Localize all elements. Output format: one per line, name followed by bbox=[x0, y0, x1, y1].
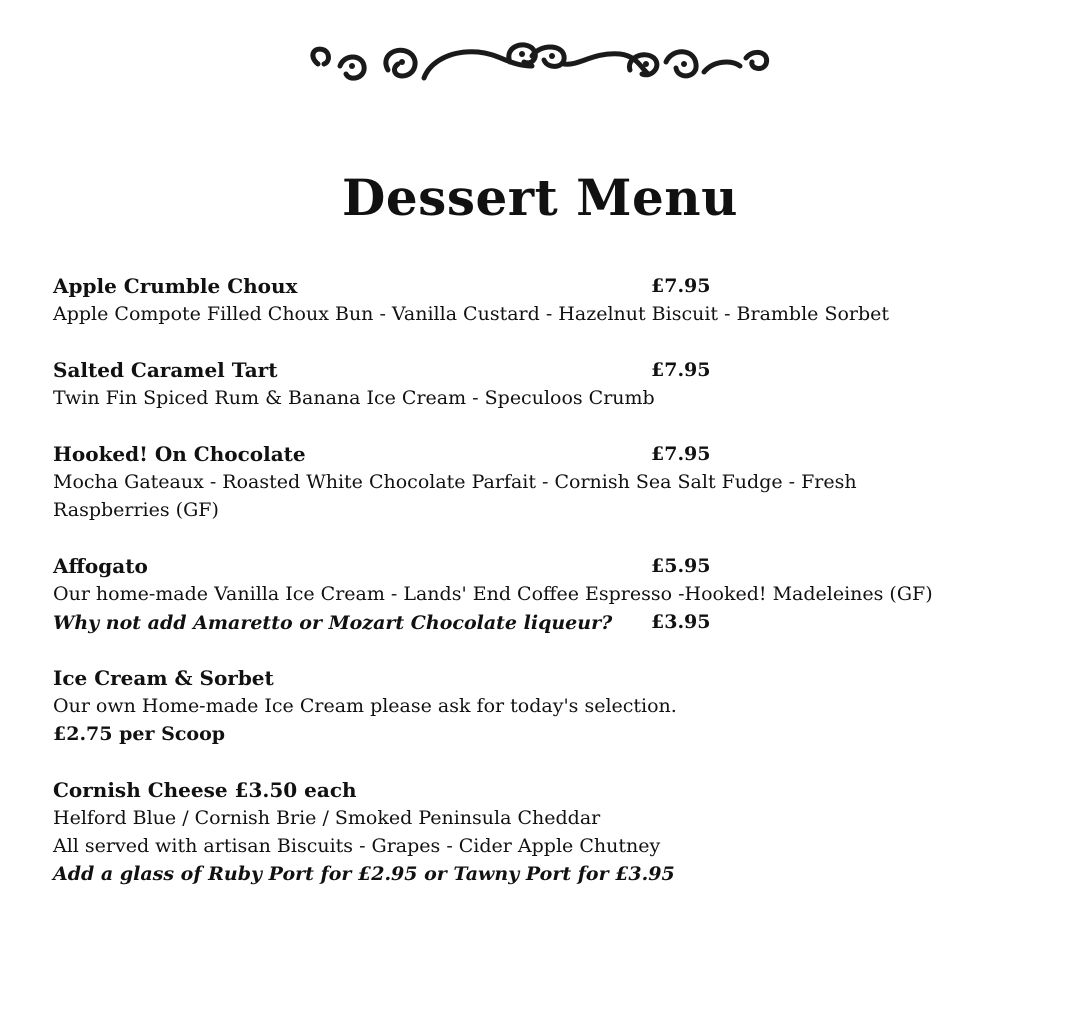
menu-item-addon: Add a glass of Ruby Port for £2.95 or Tawny Port for £3.95 bbox=[53, 863, 675, 885]
menu-item-price: £7.95 bbox=[651, 275, 711, 297]
menu-item bbox=[53, 776, 1053, 888]
menu-item bbox=[53, 272, 1053, 328]
menu-item-name: Salted Caramel Tart bbox=[53, 358, 278, 382]
menu-item-addon: Why not add Amaretto or Mozart Chocolate liqueur? bbox=[53, 612, 613, 634]
menu-item-description: Helford Blue / Cornish Brie / Smoked Peninsula Cheddar bbox=[53, 807, 601, 829]
menu-item-description: Our own Home-made Ice Cream please ask for today's selection. bbox=[53, 695, 677, 717]
menu-item bbox=[53, 552, 1053, 636]
menu-item-name: Affogato bbox=[53, 554, 148, 578]
menu-item bbox=[53, 440, 1053, 524]
menu-item-addon-price: £3.95 bbox=[651, 611, 711, 633]
menu-item-description: Our home-made Vanilla Ice Cream - Lands' End Coffee Espresso -Hooked! Madeleines (GF) bbox=[53, 583, 933, 605]
flourish-ornament-icon bbox=[300, 36, 780, 96]
menu-item-name: Ice Cream & Sorbet bbox=[53, 666, 274, 690]
menu-item-name: Cornish Cheese £3.50 each bbox=[53, 778, 357, 802]
menu-item bbox=[53, 356, 1053, 412]
menu-item-name: Hooked! On Chocolate bbox=[53, 442, 306, 466]
menu-item-description: Mocha Gateaux - Roasted White Chocolate Parfait - Cornish Sea Salt Fudge - Fresh Raspberries (GF) bbox=[53, 471, 857, 521]
page-title: Dessert Menu bbox=[342, 168, 738, 227]
dessert-menu-list bbox=[53, 272, 1053, 916]
menu-item-description-extra: All served with artisan Biscuits - Grapes - Cider Apple Chutney bbox=[53, 835, 661, 857]
menu-item-description: Apple Compote Filled Choux Bun - Vanilla Custard - Hazelnut Biscuit - Bramble Sorbet bbox=[53, 303, 890, 325]
menu-item-price: £5.95 bbox=[651, 555, 711, 577]
menu-item-price: £7.95 bbox=[651, 359, 711, 381]
menu-item bbox=[53, 664, 1053, 748]
menu-item-price-line: £2.75 per Scoop bbox=[53, 723, 226, 745]
menu-item-price: £7.95 bbox=[651, 443, 711, 465]
menu-item-description: Twin Fin Spiced Rum & Banana Ice Cream - Speculoos Crumb bbox=[53, 387, 655, 409]
menu-item-name: Apple Crumble Choux bbox=[53, 274, 298, 298]
